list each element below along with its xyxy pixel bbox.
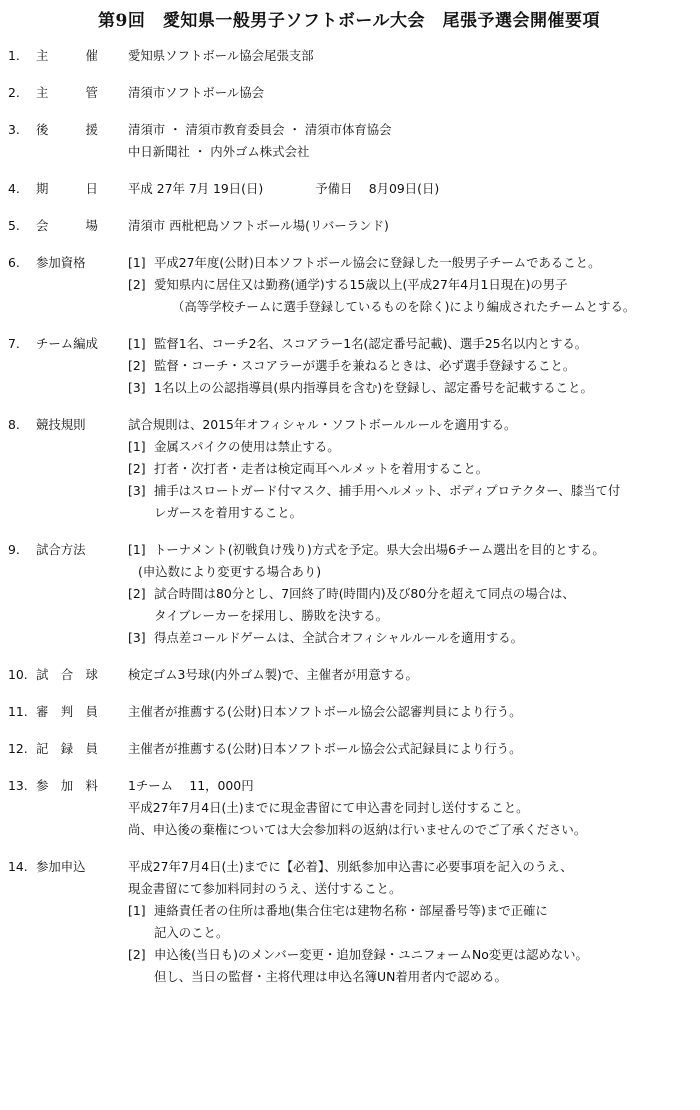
item-number: 7.	[8, 336, 20, 351]
document-title: 第9回 愛知県一般男子ソフトボール大会 尾張予選会開催要項	[98, 11, 600, 31]
sub-text-continued: レガースを着用すること。	[154, 505, 303, 520]
item-content	[128, 252, 690, 318]
sub-text: トーナメント(初戦負け残り)方式を予定。県大会出場6チーム選出を目的とする。	[154, 542, 605, 557]
spare-date: 予備日 8月09日(日)	[315, 181, 440, 196]
item-scorers	[8, 738, 690, 760]
item-intro: 試合規則は、2015年オフィシャル・ソフトボールルールを適用する。	[128, 417, 517, 432]
sub-item	[128, 436, 690, 458]
item-text: 主催者が推薦する(公財)日本ソフトボール協会公式記録員により行う。	[128, 741, 522, 756]
sub-item	[128, 333, 690, 355]
item-content	[128, 701, 690, 723]
sub-text-continued: タイブレーカーを採用し、勝敗を決する。	[154, 608, 389, 623]
item-number: 3.	[8, 122, 20, 137]
item-number: 10.	[8, 667, 28, 682]
sub-item	[128, 252, 690, 274]
sub-text: 捕手はスロートガード付マスク、捕手用ヘルメット、ボディプロテクター、膝当て付	[154, 483, 621, 498]
sub-item	[128, 539, 690, 561]
item-content	[128, 664, 690, 686]
sub-mark: [3]	[128, 483, 146, 498]
item-text: 清須市 ・ 清須市教育委員会 ・ 清須市体育協会	[128, 122, 392, 137]
item-content	[128, 856, 690, 988]
item-content	[128, 178, 690, 200]
sub-note: (申込数により変更する場合あり)	[138, 564, 322, 579]
item-content	[128, 738, 690, 760]
item-label: 試合方法	[36, 542, 86, 557]
item-text: 中日新聞社 ・ 内外ゴム株式会社	[128, 144, 310, 159]
item-text: 検定ゴム3号球(内外ゴム製)で、主催者が用意する。	[128, 667, 418, 682]
sub-mark: [2]	[128, 277, 146, 292]
sub-mark: [1]	[128, 439, 146, 454]
sub-item	[128, 480, 690, 502]
item-content	[128, 45, 690, 67]
sub-mark: [1]	[128, 255, 146, 270]
item-label: 参加資格	[36, 255, 86, 270]
sub-text: 平成27年度(公財)日本ソフトボール協会に登録した一般男子チームであること。	[154, 255, 601, 270]
item-text: 尚、申込後の棄権については大会参加料の返納は行いませんのでご了承ください。	[128, 822, 587, 837]
sub-text: 連絡責任者の住所は番地(集合住宅は建物名称・部屋番号等)まで正確に	[154, 903, 548, 918]
sub-mark: [3]	[128, 380, 146, 395]
sub-text: 愛知県内に居住又は勤務(通学)する15歳以上(平成27年4月1日現在)の男子	[154, 277, 568, 292]
item-number: 9.	[8, 542, 20, 557]
item-number: 11.	[8, 704, 28, 719]
item-content	[128, 82, 690, 104]
item-label: 会 場	[36, 218, 98, 233]
sub-mark: [2]	[128, 461, 146, 476]
item-support	[8, 119, 690, 163]
item-number: 12.	[8, 741, 28, 756]
sub-text-continued: 記入のこと。	[154, 925, 229, 940]
entry-fee-amount: 1チーム 11，000円	[128, 778, 254, 793]
item-content	[128, 414, 690, 524]
item-label: 審 判 員	[36, 704, 98, 719]
item-game-format	[8, 539, 690, 649]
item-number: 13.	[8, 778, 28, 793]
sub-mark: [1]	[128, 336, 146, 351]
sub-text-continued: 但し、当日の監督・主将代理は申込名簿UN着用者内で認める。	[154, 969, 507, 984]
sub-mark: [2]	[128, 358, 146, 373]
item-text: 平成27年7月4日(土)までに現金書留にて申込書を同封し送付すること。	[128, 800, 529, 815]
item-label: 後 援	[36, 122, 98, 137]
sub-mark: [1]	[128, 542, 146, 557]
sub-item	[128, 583, 690, 605]
date-line	[128, 178, 690, 200]
item-number: 6.	[8, 255, 20, 270]
sub-mark: [3]	[128, 630, 146, 645]
sub-text: 試合時間は80分とし、7回終了時(時間内)及び80分を超えて同点の場合は、	[154, 586, 575, 601]
item-application	[8, 856, 690, 988]
item-number: 4.	[8, 181, 20, 196]
item-content	[128, 775, 690, 841]
item-content	[128, 333, 690, 399]
item-number: 14.	[8, 859, 28, 874]
sub-item	[128, 458, 690, 480]
sub-text: 監督1名、コーチ2名、スコアラー1名(認定番号記載)、選手25名以内とする。	[154, 336, 588, 351]
item-organizer	[8, 45, 690, 67]
item-label: チーム編成	[36, 336, 98, 351]
item-eligibility	[8, 252, 690, 318]
item-venue	[8, 215, 690, 237]
item-label: 参 加 料	[36, 778, 98, 793]
item-content	[128, 539, 690, 649]
item-label: 主 管	[36, 85, 98, 100]
item-label: 試 合 球	[36, 667, 98, 682]
item-team-composition	[8, 333, 690, 399]
sub-text: 金属スパイクの使用は禁止する。	[154, 439, 340, 454]
item-text: 現金書留にて参加料同封のうえ、送付すること。	[128, 881, 402, 896]
item-label: 競技規則	[36, 417, 86, 432]
item-label: 主 催	[36, 48, 98, 63]
item-number: 2.	[8, 85, 20, 100]
sub-text: 申込後(当日も)のメンバー変更・追加登録・ユニフォームNo変更は認めない。	[154, 947, 588, 962]
sub-text: 監督・コーチ・スコアラーが選手を兼ねるときは、必ず選手登録すること。	[154, 358, 576, 373]
item-label: 期 日	[36, 181, 98, 196]
item-text: 清須市ソフトボール協会	[128, 85, 265, 100]
event-date: 平成 27年 7月 19日(日)	[128, 181, 264, 196]
item-umpires	[8, 701, 690, 723]
item-content	[128, 215, 690, 237]
item-game-rules	[8, 414, 690, 524]
item-label: 記 録 員	[36, 741, 98, 756]
item-content	[128, 119, 690, 163]
sub-item	[128, 627, 690, 649]
item-text: 愛知県ソフトボール協会尾張支部	[128, 48, 314, 63]
sub-item	[128, 355, 690, 377]
item-entry-fee	[8, 775, 690, 841]
item-text: 清須市 西枇杷島ソフトボール場(リバーランド)	[128, 218, 389, 233]
sub-item	[128, 944, 690, 966]
sub-text: 打者・次打者・走者は検定両耳ヘルメットを着用すること。	[154, 461, 489, 476]
sub-mark: [2]	[128, 947, 146, 962]
item-number: 8.	[8, 417, 20, 432]
sub-text-continued: （高等学校チームに選手登録しているものを除く)により編成されたチームとする。	[172, 299, 636, 314]
sub-mark: [2]	[128, 586, 146, 601]
item-date	[8, 178, 690, 200]
item-number: 1.	[8, 48, 20, 63]
sub-item	[128, 900, 690, 922]
item-label: 参加申込	[36, 859, 86, 874]
sub-text: 1名以上の公認指導員(県内指導員を含む)を登録し、認定番号を記載すること。	[154, 380, 593, 395]
sub-item	[128, 274, 690, 296]
sub-text: 得点差コールドゲームは、全試合オフィシャルルールを適用する。	[154, 630, 524, 645]
item-manager	[8, 82, 690, 104]
sub-item	[128, 377, 690, 399]
item-game-ball	[8, 664, 690, 686]
item-text: 平成27年7月4日(土)までに【必着】、別紙参加申込書に必要事項を記入のうえ、	[128, 859, 573, 874]
sub-mark: [1]	[128, 903, 146, 918]
item-number: 5.	[8, 218, 20, 233]
item-text: 主催者が推薦する(公財)日本ソフトボール協会公認審判員により行う。	[128, 704, 522, 719]
